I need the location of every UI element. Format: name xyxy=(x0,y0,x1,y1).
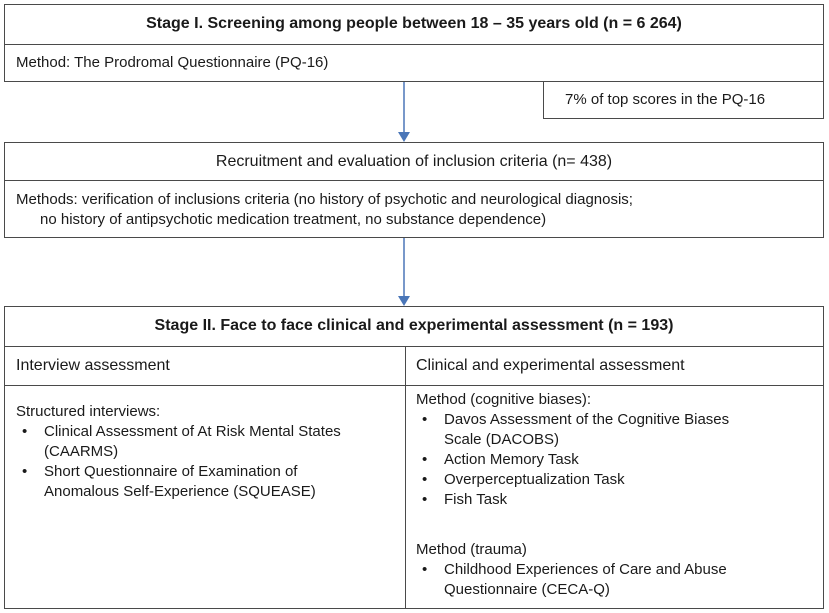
list-item xyxy=(416,470,729,490)
clinical-header: Clinical and experimental assessment xyxy=(416,357,685,374)
list-item-line: Overperceptualization Task xyxy=(444,471,625,488)
list-item xyxy=(416,490,729,510)
list-item-line: Scale (DACOBS) xyxy=(444,431,560,448)
interview-list xyxy=(16,422,341,502)
stage1-divider xyxy=(4,44,824,45)
list-item xyxy=(416,560,727,600)
list-item-line: Childhood Experiences of Care and Abuse xyxy=(444,561,727,578)
interview-header: Interview assessment xyxy=(16,357,170,374)
recruitment-methods-line2: no history of antipsychotic medication treatment, no substance dependence) xyxy=(40,211,547,228)
list-item-line: Clinical Assessment of At Risk Mental States xyxy=(44,423,341,440)
stage2-title-divider xyxy=(4,346,824,347)
list-item-line: Questionnaire (CECA-Q) xyxy=(444,581,610,598)
structured-interviews-label: Structured interviews: xyxy=(16,403,161,420)
method-cognitive-label: Method (cognitive biases): xyxy=(416,391,592,408)
stage2-column-divider xyxy=(405,346,406,609)
stage1-method: Method: The Prodromal Questionnaire (PQ-16) xyxy=(16,54,329,71)
recruitment-title: Recruitment and evaluation of inclusion criteria (n= 438) xyxy=(215,153,613,170)
recruitment-methods-line1: Methods: verification of inclusions criteria (no history of psychotic and neurological diagnosis; xyxy=(16,191,633,208)
list-item-line: (CAARMS) xyxy=(44,443,119,460)
trauma-list xyxy=(416,560,727,600)
stage1-title: Stage I. Screening among people between 18 – 35 years old (n = 6 264) xyxy=(146,15,682,32)
stage2-header-divider xyxy=(4,385,824,386)
recruitment-divider xyxy=(4,180,824,181)
list-item-line: Action Memory Task xyxy=(444,451,579,468)
list-item xyxy=(416,450,729,470)
list-item-line: Short Questionnaire of Examination of xyxy=(44,463,298,480)
list-item-line: Davos Assessment of the Cognitive Biases xyxy=(444,411,730,428)
list-item xyxy=(416,410,729,450)
stage1-note: 7% of top scores in the PQ-16 xyxy=(565,91,766,108)
list-item xyxy=(16,462,341,502)
method-trauma-label: Method (trauma) xyxy=(416,541,527,558)
stage2-title: Stage II. Face to face clinical and experimental assessment (n = 193) xyxy=(154,317,674,334)
cognitive-list xyxy=(416,410,729,510)
list-item-line: Fish Task xyxy=(444,491,508,508)
list-item-line: Anomalous Self-Experience (SQUEASE) xyxy=(44,483,316,500)
list-item xyxy=(16,422,341,462)
